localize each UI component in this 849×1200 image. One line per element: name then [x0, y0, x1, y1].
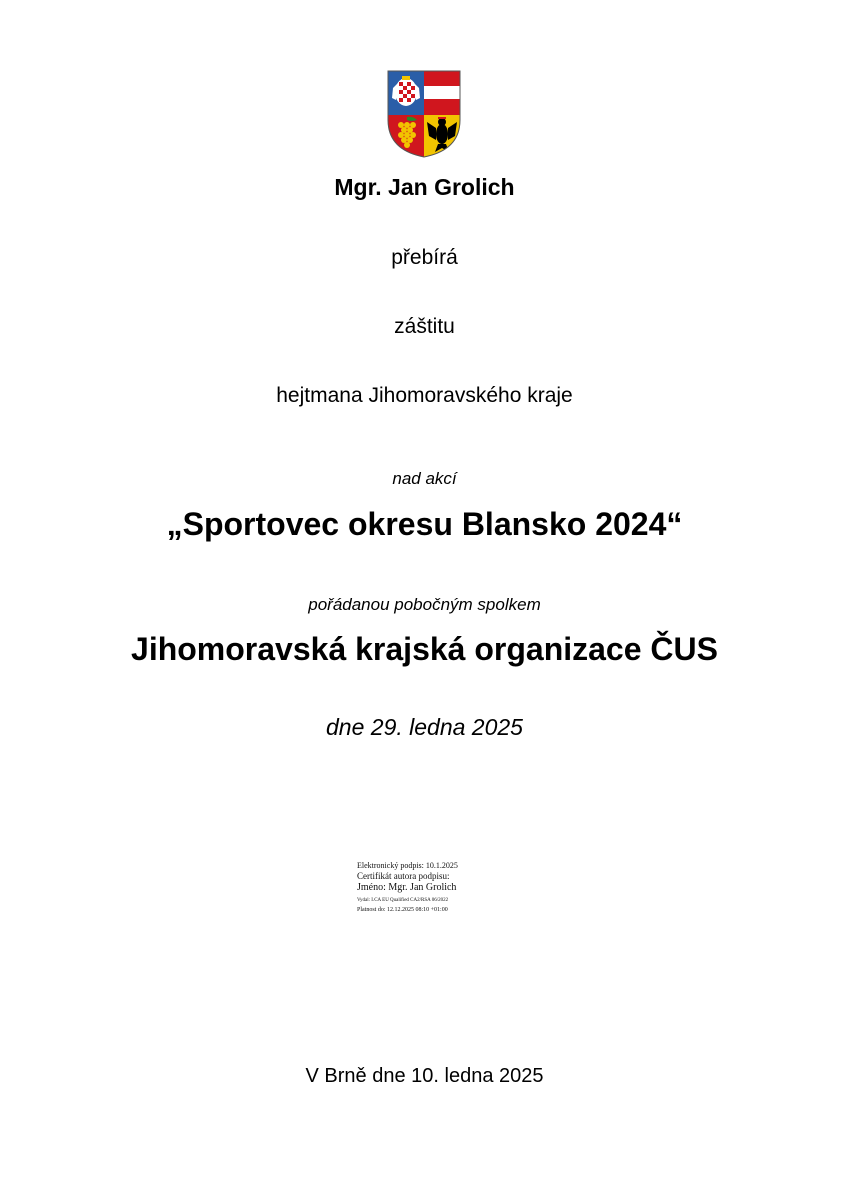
event-date: dne 29. ledna 2025 [326, 714, 523, 740]
signature-validity: Platnost do: 12.12.2025 08:10 +01:00 [357, 907, 448, 913]
place-and-date: V Brně dne 10. ledna 2025 [305, 1065, 544, 1087]
signature-certificate-label: Certifikát autora podpisu: [357, 871, 450, 881]
organizer-name: Jihomoravská krajská organizace ČUS [131, 631, 718, 667]
patronage-text: záštitu [394, 315, 455, 338]
signature-name: Jméno: Mgr. Jan Grolich [357, 882, 457, 894]
signature-date: Elektronický podpis: 10.1.2025 [357, 861, 458, 870]
electronic-signature-block [357, 861, 458, 915]
over-event-text: nad akcí [392, 469, 457, 488]
south-moravian-region-coat-of-arms-icon [387, 70, 461, 158]
organized-by-text: pořádanou pobočným spolkem [308, 595, 541, 614]
signature-issuer: Vydal: I.CA EU Qualified CA2/RSA 06/2022 [357, 897, 449, 903]
event-title: „Sportovec okresu Blansko 2024“ [166, 506, 683, 542]
takes-over-text: přebírá [391, 246, 458, 269]
governor-title: hejtmana Jihomoravského kraje [276, 384, 573, 407]
patron-name: Mgr. Jan Grolich [334, 174, 515, 200]
